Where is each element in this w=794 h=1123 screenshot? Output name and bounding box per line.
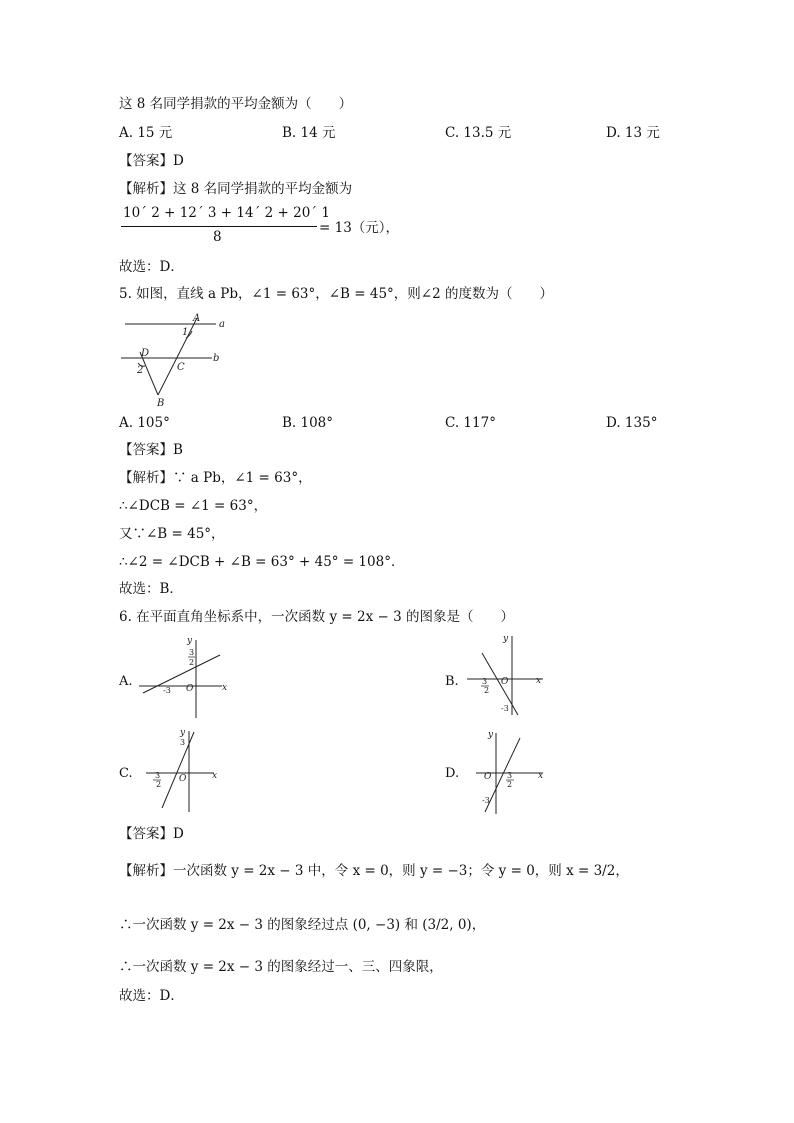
label-a: a [219,319,225,330]
graph-c-pos3: 3 [180,738,186,747]
graph-b-letter: B. [445,674,459,689]
graph-c-x-label: x [212,771,218,781]
q5-analysis-line-1: 【解析】∵ a Pb，∠1 = 63°， [119,470,312,486]
label-C: C [177,362,185,373]
q5-analysis-line-4: ∴∠2 = ∠DCB + ∠B = 63° + 45° = 108°． [119,554,405,570]
q4-option-d: D. 13 元 [606,125,660,141]
q6-analysis-line-2: ∴一次函数 y = 2x − 3 的图象经过点 (0, −3) 和 (3/2, 0)， [119,917,486,933]
graph-d-origin: O [484,772,492,782]
graph-d-x-label: x [538,771,544,781]
q5-stem: 5. 如图，直线 a Pb，∠1 = 63°，∠B = 45°，则∠2 的度数为（ ） [119,286,553,302]
q4-fraction-result: = 13（元）， [319,220,400,236]
graph-c-frac-num: 3 [155,771,161,780]
q5-option-d: D. 135° [606,415,658,431]
label-2: 2 [137,365,144,376]
label-A: A [193,313,201,324]
label-B: B [157,398,165,409]
q6-conclusion: 故选：D． [119,988,184,1004]
graph-a-x-label: x [222,683,228,693]
graph-d-neg3: -3 [482,796,490,805]
q4-fraction-denominator: 8 [213,229,222,245]
graph-b-y-label: y [503,634,509,644]
q4-option-c: C. 13.5 元 [445,125,512,141]
graph-b [445,634,543,715]
q4-answer: 【答案】D [119,153,184,169]
q4-fraction-numerator: 10´ 2 + 12´ 3 + 14´ 2 + 20´ 1 [123,205,330,221]
graph-d-frac-den: 2 [507,780,513,789]
q6-answer: 【答案】D [119,826,184,842]
graph-a-frac-num: 3 [189,648,195,657]
q5-analysis-line-3: 又∵∠B = 45°， [119,526,225,542]
label-D: D [141,348,150,359]
graph-c-letter: C. [119,766,133,781]
graph-d-y-label: y [488,730,494,740]
q4-analysis-intro: 【解析】这 8 名同学捐款的平均金额为 [119,181,353,197]
graph-a-letter: A. [119,674,133,689]
q5-conclusion: 故选：B． [119,581,183,597]
q5-answer: 【答案】B [119,442,183,458]
label-1: 1 [182,327,189,338]
graph-d-frac-num: 3 [507,771,513,780]
q5-option-b: B. 108° [282,415,334,431]
graph-b-frac-num: 3 [482,677,488,686]
graph-b-neg3: -3 [501,704,509,713]
graph-b-x-label: x [536,676,542,686]
q4-conclusion: 故选：D． [119,259,184,275]
graph-d-letter: D. [445,766,460,781]
graph-b-frac-den: 2 [484,686,490,695]
graph-a-y-label: y [187,636,193,646]
graph-a-origin: O [186,684,194,694]
graph-b-origin: O [501,677,509,687]
graph-c-y-label: y [180,728,186,738]
graph-d [445,730,543,814]
graph-c [119,728,217,812]
graph-a-frac-den: 2 [189,658,195,667]
q4-option-b: B. 14 元 [282,125,336,141]
graph-a [118,636,227,718]
graph-a-neg3: -3 [163,686,171,695]
q5-option-a: A. 105° [119,415,170,431]
q5-option-c: C. 117° [445,415,496,431]
q5-analysis-line-2: ∴∠DCB = ∠1 = 63°， [119,498,268,514]
label-b: b [213,353,220,364]
q4-stem: 这 8 名同学捐款的平均金额为（ ） [119,96,353,112]
graph-c-frac-den: 2 [156,780,162,789]
q6-analysis-line-1: 【解析】一次函数 y = 2x − 3 中，令 x = 0，则 y = −3；令 y = 0，则 x = 3/2， [119,863,629,879]
q6-analysis-line-3: ∴一次函数 y = 2x − 3 的图象经过一、三、四象限， [119,959,443,975]
q4-option-a: A. 15 元 [119,125,173,141]
q6-stem: 6. 在平面直角坐标系中，一次函数 y = 2x − 3 的图象是（ ） [119,609,514,625]
graph-c-origin: O [179,774,187,784]
